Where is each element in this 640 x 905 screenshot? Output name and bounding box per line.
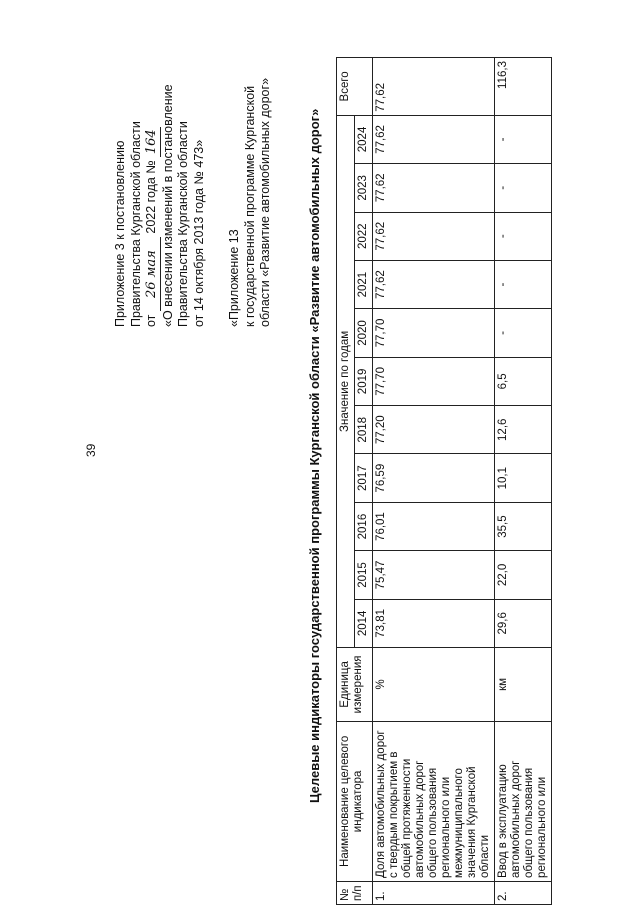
header-unit: Единица измерения — [337, 648, 373, 722]
row-value: 12,6 — [495, 406, 552, 454]
row-value: 35,5 — [495, 502, 552, 550]
row-num: 2. — [495, 881, 552, 904]
row-unit: % — [373, 648, 495, 722]
row-value: 77,62 — [373, 164, 495, 212]
year-text: 2022 года — [144, 177, 159, 234]
row-value: 10,1 — [495, 454, 552, 502]
row-total: 77,62 — [373, 58, 495, 116]
row-value: 76,01 — [373, 502, 495, 550]
header-year: 2016 — [355, 502, 373, 550]
row-value: 29,6 — [495, 599, 552, 647]
page-number: 39 — [84, 443, 98, 457]
row-value: - — [495, 164, 552, 212]
row-value: 77,62 — [373, 212, 495, 260]
row-value: 77,62 — [373, 115, 495, 163]
appendix-3-line-4: «О внесении изменений в постановление — [160, 84, 175, 327]
appendix-3-line-5: Правительства Курганской области — [176, 121, 191, 327]
row-num: 1. — [373, 881, 495, 904]
row-value: - — [495, 260, 552, 308]
appendix-13-line-1: «Приложение 13 — [227, 229, 241, 327]
row-value: 77,62 — [373, 260, 495, 308]
row-value: 73,81 — [373, 599, 495, 647]
appendix-13-line-2: к государственной программе Курганской — [242, 85, 257, 327]
header-year: 2023 — [355, 164, 373, 212]
header-name: Наименование целевого индикатора — [337, 721, 373, 881]
row-unit: км — [495, 648, 552, 722]
header-year: 2020 — [355, 309, 373, 357]
handwritten-date: 26 мая — [144, 237, 161, 311]
header-year: 2024 — [355, 115, 373, 163]
appendix-3-line-2: Правительства Курганской области — [128, 121, 143, 327]
table-header-row — [337, 58, 355, 905]
header-year: 2019 — [355, 357, 373, 405]
row-name: Доля автомобильных дорог с твердым покрытием в общей протяженности автомобильных дорог общего пользования регионального или межмуниципального значения Курганской области — [373, 721, 495, 881]
row-value: 6,5 — [495, 357, 552, 405]
header-year: 2022 — [355, 212, 373, 260]
appendix-13-line-3: области «Развитие автомобильных дорог» — [258, 77, 273, 327]
row-total: 116,3 — [495, 58, 552, 116]
from-prefix: от — [144, 314, 159, 327]
header-year: 2021 — [355, 260, 373, 308]
page-title: Целевые индикаторы государственной программы Курганской области «Развитие автомобильных дорог» — [307, 108, 322, 803]
row-name: Ввод в эксплуатацию автомобильных дорог общего пользования регионального или — [495, 721, 552, 881]
table-row — [495, 58, 552, 905]
row-value: 77,20 — [373, 406, 495, 454]
row-value: - — [495, 309, 552, 357]
header-year: 2014 — [355, 599, 373, 647]
appendix-3-date-line — [144, 84, 161, 327]
row-value: 22,0 — [495, 551, 552, 599]
header-values-by-year: Значение по годам — [337, 115, 355, 647]
handwritten-number: 164 — [144, 127, 161, 157]
row-value: 77,70 — [373, 309, 495, 357]
row-value: 77,70 — [373, 357, 495, 405]
appendix-3-line-1: Приложение 3 к постановлению — [113, 140, 127, 327]
row-value: - — [495, 115, 552, 163]
indicators-table — [336, 57, 552, 905]
appendix-13-header — [227, 78, 274, 327]
table-row — [373, 58, 495, 905]
header-year: 2017 — [355, 454, 373, 502]
appendix-3-line-6: от 14 октября 2013 года № 473» — [191, 139, 206, 327]
header-total: Всего — [337, 58, 373, 116]
row-value: 76,59 — [373, 454, 495, 502]
number-prefix: № — [144, 160, 159, 174]
header-year: 2015 — [355, 551, 373, 599]
appendix-3-header — [113, 84, 208, 327]
row-value: 75,47 — [373, 551, 495, 599]
header-num: № п/п — [337, 881, 373, 904]
row-value: - — [495, 212, 552, 260]
header-year: 2018 — [355, 406, 373, 454]
